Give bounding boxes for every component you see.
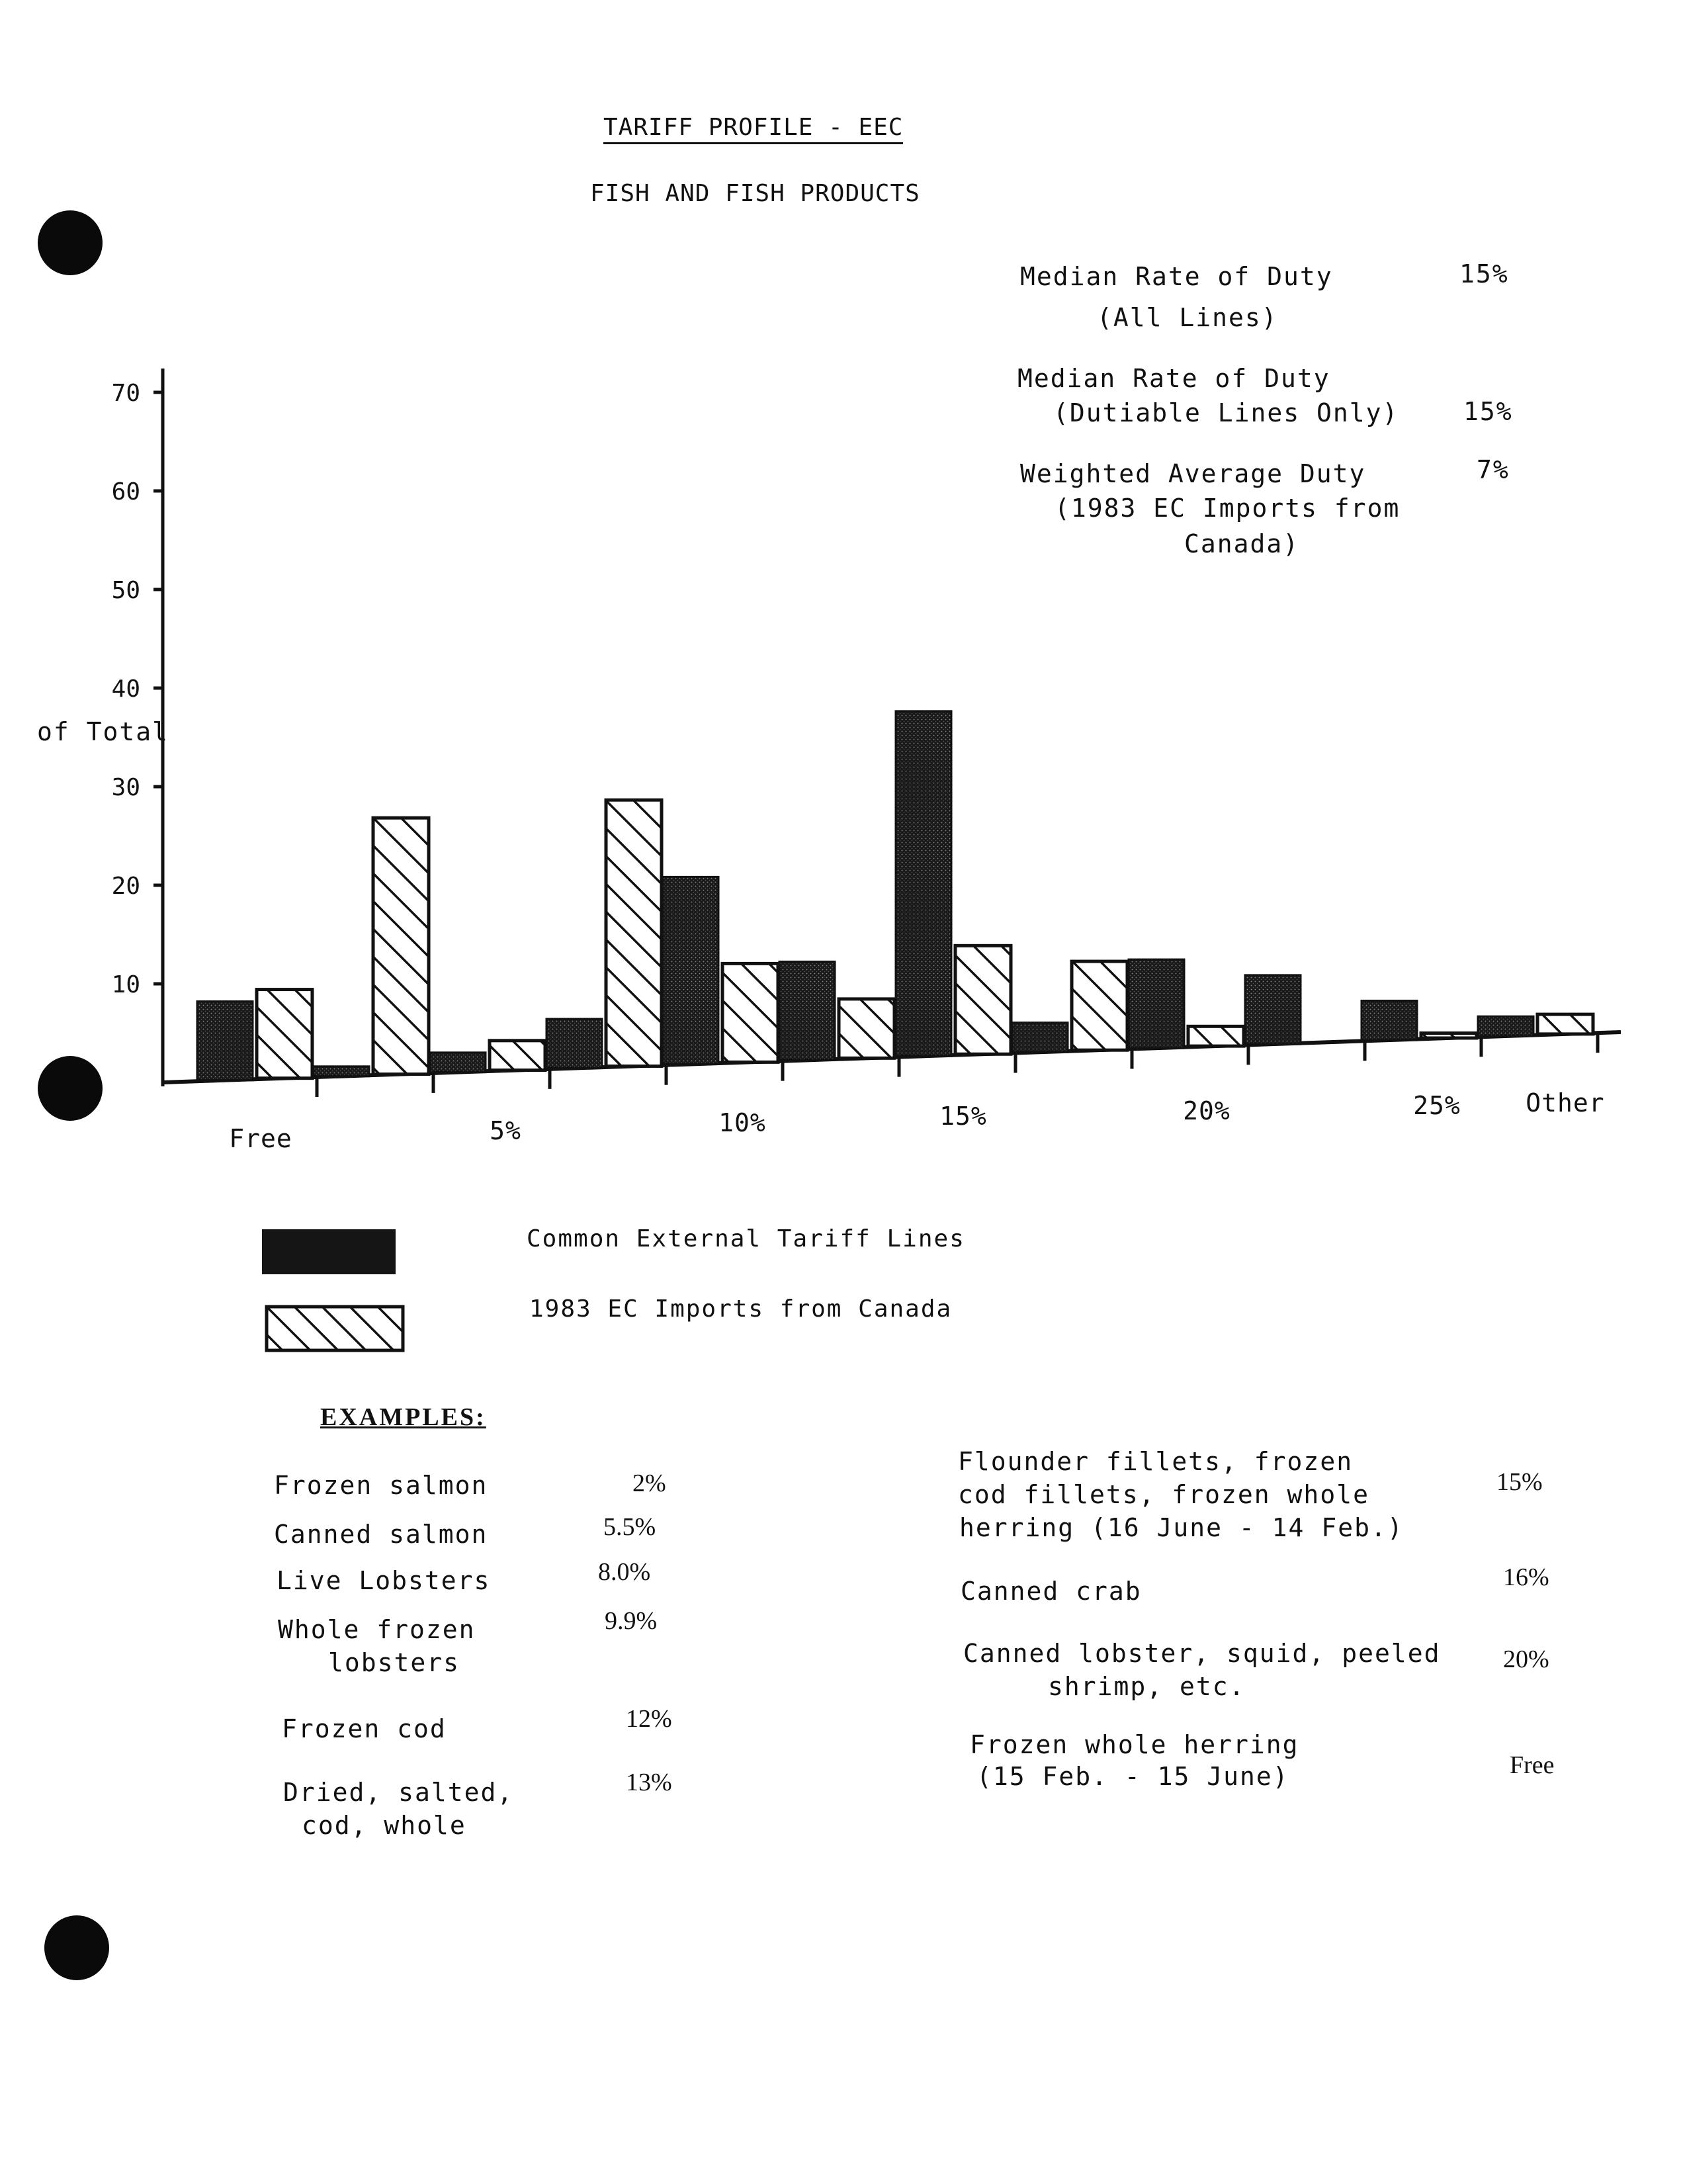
example-rate: 2% xyxy=(632,1469,666,1497)
bar-imports xyxy=(955,945,1011,1054)
example-name: Live Lobsters xyxy=(277,1566,491,1595)
x-tick-label: Other xyxy=(1526,1088,1605,1117)
bar-tariff-lines xyxy=(1129,959,1184,1048)
stat-value-1: 15% xyxy=(1459,259,1509,288)
example-name: Canned lobster, squid, peeled xyxy=(963,1639,1441,1668)
bar-imports xyxy=(1072,961,1127,1050)
example-item xyxy=(274,1469,488,1502)
bar-tariff-lines xyxy=(430,1053,486,1072)
x-tick-label: 10% xyxy=(718,1108,766,1137)
bar-imports xyxy=(839,999,894,1058)
bar-tariff-lines xyxy=(314,1067,369,1076)
binder-hole-bottom xyxy=(44,1915,109,1980)
stat-label-1: Median Rate of Duty xyxy=(1020,262,1333,291)
example-name: Frozen whole herring xyxy=(970,1730,1299,1759)
stat-value-2: 15% xyxy=(1463,397,1513,426)
y-tick-label: 20 xyxy=(111,873,140,900)
x-tick-label: Free xyxy=(229,1124,292,1153)
examples-heading: EXAMPLES: xyxy=(320,1403,486,1431)
y-tick-label: 30 xyxy=(111,774,140,801)
example-name: Canned salmon xyxy=(274,1520,488,1549)
bar-tariff-lines xyxy=(896,711,951,1057)
example-item-cont xyxy=(328,1646,460,1679)
page-title: TARIFF PROFILE - EEC xyxy=(603,114,903,141)
y-tick-label: 50 xyxy=(111,577,140,604)
page-subtitle: FISH AND FISH PRODUCTS xyxy=(590,180,920,207)
legend-swatch-imports xyxy=(265,1305,405,1352)
example-item xyxy=(958,1445,1353,1478)
bar-tariff-lines xyxy=(1478,1016,1533,1036)
stat-sublabel-3b: Canada) xyxy=(1184,529,1300,558)
bar-tariff-lines xyxy=(197,1002,253,1080)
example-rate: 9.9% xyxy=(605,1607,658,1635)
example-item-cont xyxy=(1048,1670,1246,1703)
x-tick-label: 15% xyxy=(939,1102,987,1131)
example-item xyxy=(970,1728,1299,1761)
example-item-cont xyxy=(976,1760,1289,1793)
stat-sublabel-3: (1983 EC Imports from xyxy=(1055,494,1401,523)
bar-tariff-lines xyxy=(779,961,835,1060)
legend-swatch-tariff-lines xyxy=(262,1229,396,1274)
bar-imports xyxy=(722,963,778,1062)
bar-imports xyxy=(606,800,662,1066)
bar-imports xyxy=(1537,1014,1593,1034)
example-name: lobsters xyxy=(328,1648,460,1677)
example-rate: 16% xyxy=(1503,1563,1549,1591)
example-item xyxy=(961,1575,1142,1608)
y-tick-label: 10 xyxy=(111,971,140,998)
stat-label-3: Weighted Average Duty xyxy=(1020,459,1366,488)
example-rate: 15% xyxy=(1496,1468,1543,1496)
example-name: cod, whole xyxy=(302,1811,466,1840)
y-tick-label: 60 xyxy=(111,478,140,505)
example-name: Whole frozen xyxy=(278,1615,476,1644)
stat-value-3: 7% xyxy=(1477,455,1510,484)
stat-sublabel-1: (All Lines) xyxy=(1097,303,1278,332)
example-name: Flounder fillets, frozen xyxy=(958,1447,1354,1476)
bar-imports xyxy=(1421,1033,1477,1038)
example-name: (15 Feb. - 15 June) xyxy=(976,1762,1289,1791)
example-name: cod fillets, frozen whole xyxy=(958,1480,1369,1509)
x-tick-label: 20% xyxy=(1183,1096,1230,1125)
example-item xyxy=(283,1776,513,1809)
y-tick-label: 70 xyxy=(111,380,140,407)
example-item xyxy=(277,1564,490,1597)
example-item-cont xyxy=(959,1511,1404,1544)
example-name: Canned crab xyxy=(961,1577,1142,1606)
example-name: Frozen salmon xyxy=(274,1471,488,1500)
bar-tariff-lines xyxy=(1245,975,1301,1044)
example-item xyxy=(274,1518,488,1551)
legend-label-imports: 1983 EC Imports from Canada xyxy=(529,1295,953,1323)
bar-tariff-lines xyxy=(663,877,718,1064)
example-rate: 20% xyxy=(1503,1645,1549,1673)
bar-tariff-lines xyxy=(1361,1000,1417,1040)
x-tick-label: 5% xyxy=(490,1116,521,1145)
bar-tariff-lines xyxy=(1012,1023,1068,1053)
stat-label-2: Median Rate of Duty xyxy=(1017,364,1330,393)
example-item xyxy=(963,1637,1440,1670)
bar-imports xyxy=(257,990,312,1078)
bar-imports xyxy=(373,818,429,1074)
example-rate: 12% xyxy=(626,1705,672,1733)
example-name: Frozen cod xyxy=(282,1714,447,1743)
example-name: herring (16 June - 14 Feb.) xyxy=(959,1513,1404,1542)
legend-label-tariff-lines: Common External Tariff Lines xyxy=(527,1225,965,1252)
example-rate: 5.5% xyxy=(603,1513,656,1541)
example-name: shrimp, etc. xyxy=(1048,1672,1246,1701)
example-item-cont xyxy=(302,1809,466,1842)
example-item xyxy=(282,1712,447,1745)
x-tick-label: 25% xyxy=(1413,1091,1461,1120)
example-name: Dried, salted, xyxy=(283,1778,514,1807)
example-rate: 13% xyxy=(626,1769,672,1796)
bar-imports xyxy=(1188,1026,1244,1046)
y-axis-label: of Total xyxy=(37,717,169,747)
y-tick-label: 40 xyxy=(111,676,140,703)
example-item-cont xyxy=(958,1478,1369,1511)
bar-tariff-lines xyxy=(546,1019,602,1069)
bar-imports xyxy=(490,1041,545,1070)
example-rate: 8.0% xyxy=(598,1558,651,1586)
example-item xyxy=(278,1613,476,1646)
example-rate: Free xyxy=(1510,1751,1555,1779)
stat-sublabel-2: (Dutiable Lines Only) xyxy=(1053,398,1399,427)
